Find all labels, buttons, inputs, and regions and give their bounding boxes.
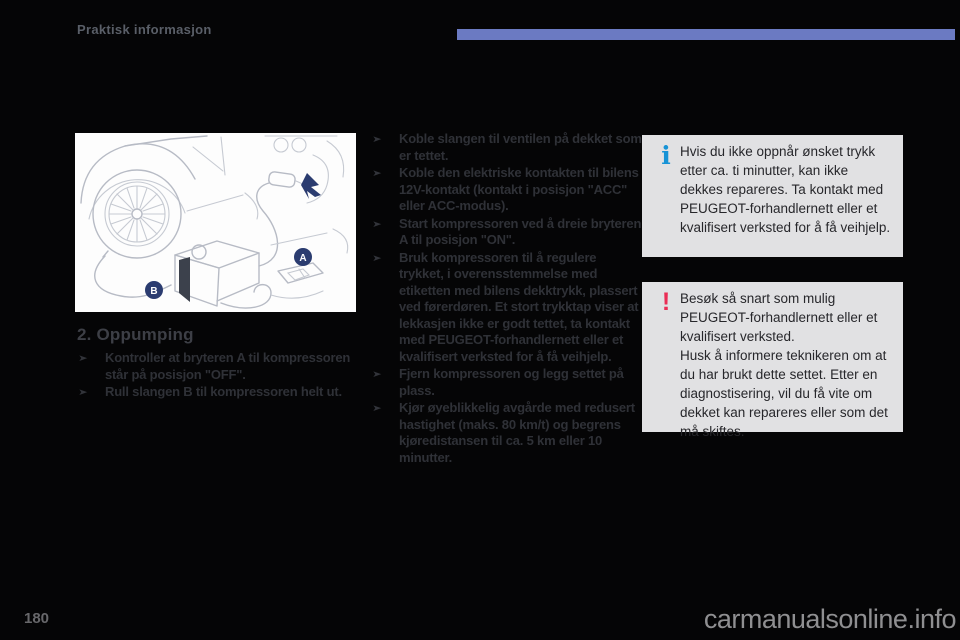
step-text: Bruk kompressoren til å regulere trykket, i overensstemmelse med etiketten med bilens dekktrykk, plassert ved førerdøren. Et stort trykktap viser at lekkasjen ikke er godt tettet, ta kontakt med PEUGEOT-forhandlernett eller et kvalifisert verksted for å få veihjelp.	[399, 249, 639, 364]
preparation-steps	[78, 350, 368, 402]
warning-note-text: Besøk så snart som mulig PEUGEOT-forhandlernett eller et kvalifisert verksted.	[680, 291, 878, 344]
step-arrow-icon: ➤	[372, 369, 382, 379]
chapter-accent-bar	[457, 29, 955, 40]
list-item	[78, 350, 368, 383]
step-text: Koble slangen til ventilen på dekket som er tettet.	[399, 131, 642, 163]
list-item	[372, 400, 644, 466]
step-arrow-icon: ➤	[372, 168, 382, 178]
watermark-link[interactable]: carmanualsonline.info	[703, 604, 956, 634]
tire-kit-illustration	[75, 133, 356, 312]
figure-label-a	[294, 248, 312, 266]
step-arrow-icon: ➤	[372, 252, 382, 263]
chapter-title: Praktisk informasjon	[77, 22, 212, 37]
list-item	[372, 165, 644, 215]
warning-icon: !	[661, 288, 671, 316]
step-arrow-icon: ➤	[372, 403, 382, 413]
svg-text:B: B	[150, 286, 158, 297]
list-item	[372, 131, 644, 164]
warning-note-text: Husk å informere teknikeren om at du har brukt dette settet. Etter en diagnostisering, vil du få vite om dekket kan repareres eller som det må skiftes.	[680, 348, 888, 439]
list-item	[372, 216, 644, 249]
warning-note	[642, 282, 903, 439]
step-text: Kontroller at bryteren A til kompressoren står på posisjon "OFF".	[105, 350, 351, 382]
step-text: Start kompressoren ved å dreie bryteren A til posisjon "ON".	[399, 215, 642, 247]
list-item	[372, 366, 644, 399]
inflation-steps	[372, 131, 644, 467]
figure-label-b	[145, 281, 163, 299]
step-text: Koble den elektriske kontakten til bilens 12V-kontakt (kontakt i posisjon "ACC" eller ACC-modus).	[399, 165, 639, 213]
info-note-text: Hvis du ikke oppnår ønsket trykk etter ca. ti minutter, kan ikke dekkes repareres. Ta kontakt med PEUGEOT-forhandlernett eller et kvalifisert verksted for å få veihjelp.	[680, 144, 891, 235]
step-text: Fjern kompressoren og legg settet på plass.	[399, 366, 624, 398]
info-icon: i	[661, 141, 671, 170]
page-number: 180	[24, 610, 50, 627]
section-heading: 2. Oppumping	[77, 325, 194, 344]
step-arrow-icon: ➤	[372, 134, 382, 144]
step-text: Rull slangen B til kompressoren helt ut.	[105, 384, 342, 399]
step-arrow-icon: ➤	[78, 387, 88, 397]
list-item	[372, 250, 644, 366]
step-text: Kjør øyeblikkelig avgårde med redusert hastighet (maks. 80 km/t) og begrens kjøredistansen til ca. 5 km eller 10 minutter.	[399, 400, 635, 465]
step-arrow-icon: ➤	[372, 218, 382, 229]
step-arrow-icon: ➤	[78, 353, 88, 363]
info-note	[642, 135, 903, 257]
svg-text:A: A	[299, 253, 307, 264]
list-item	[78, 384, 368, 401]
tire-inflation-figure	[75, 133, 356, 312]
